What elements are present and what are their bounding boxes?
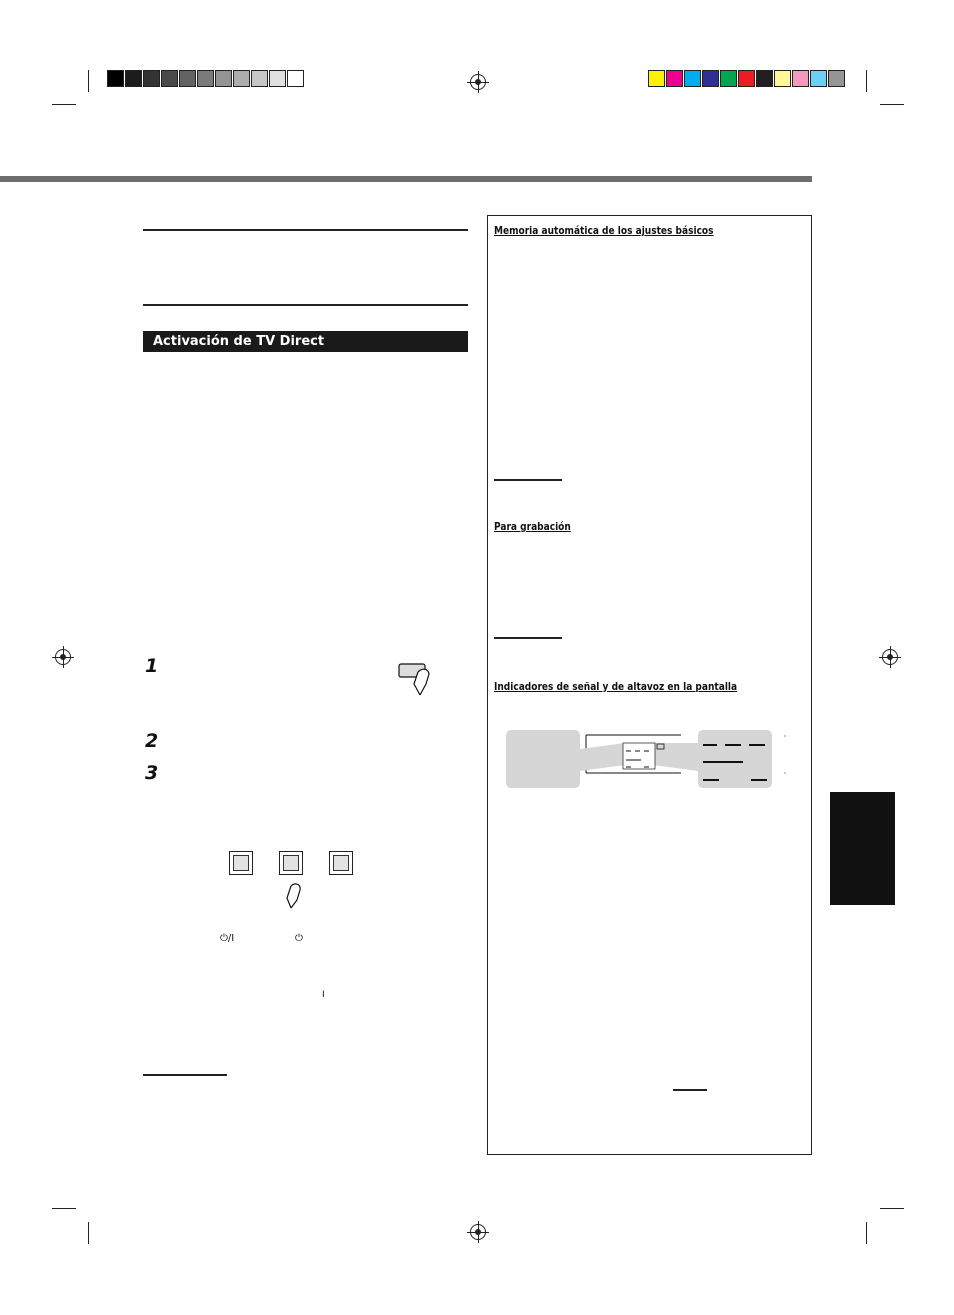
crop-mark: [52, 104, 76, 105]
finger-press-icon: [283, 882, 307, 910]
note-rule: [143, 1074, 227, 1076]
gray-swatch: [197, 70, 214, 87]
key-button[interactable]: [279, 851, 303, 875]
registration-mark-icon: [882, 649, 898, 665]
color-swatch: [702, 70, 719, 87]
color-swatch: [774, 70, 791, 87]
section-heading: Activación de TV Direct: [143, 331, 468, 352]
color-swatch: [720, 70, 737, 87]
crop-mark: [866, 1222, 867, 1244]
subheading-indicators: Indicadores de señal y de altavoz en la pantalla: [494, 681, 738, 693]
gray-swatch: [215, 70, 232, 87]
gray-swatch: [107, 70, 124, 87]
note-rule: [494, 637, 562, 639]
header-rule: [0, 176, 812, 182]
crop-mark: [52, 1208, 76, 1209]
subheading-memory: Memoria automática de los ajustes básicos: [494, 225, 714, 237]
color-swatch: [810, 70, 827, 87]
crop-mark: [880, 104, 904, 105]
crop-mark: [866, 70, 867, 92]
gray-swatch: [287, 70, 304, 87]
display-illustration: [505, 729, 795, 791]
press-button-icon: [396, 662, 438, 698]
step-number: 1: [145, 655, 159, 677]
standby-icon: ⏻: [295, 933, 303, 944]
color-swatch: [648, 70, 665, 87]
key-button[interactable]: [329, 851, 353, 875]
registration-mark-icon: [470, 74, 486, 90]
gray-swatch: [179, 70, 196, 87]
gray-swatch: [125, 70, 142, 87]
gray-swatch: [161, 70, 178, 87]
color-swatch: [738, 70, 755, 87]
step-number: 2: [145, 730, 159, 752]
gray-swatch: [251, 70, 268, 87]
color-swatch: [666, 70, 683, 87]
color-swatch: [792, 70, 809, 87]
color-swatch: [828, 70, 845, 87]
crop-mark: [880, 1208, 904, 1209]
registration-mark-icon: [55, 649, 71, 665]
crop-mark: [88, 70, 89, 92]
crop-mark: [88, 1222, 89, 1244]
indicator-mark: I: [322, 990, 325, 1000]
gray-swatch: [143, 70, 160, 87]
section-rule-bottom: [143, 304, 468, 306]
color-swatch: [756, 70, 773, 87]
color-swatch: [684, 70, 701, 87]
emphasis-rule: [673, 1089, 707, 1091]
key-button[interactable]: [229, 851, 253, 875]
gray-swatch: [233, 70, 250, 87]
registration-mark-icon: [470, 1224, 486, 1240]
gray-swatch: [269, 70, 286, 87]
step-number: 3: [145, 762, 159, 784]
language-side-tab: [830, 792, 895, 905]
section-rule-top: [143, 229, 468, 231]
standby-on-icon: ⏻/I: [220, 933, 235, 944]
subheading-recording: Para grabación: [494, 521, 571, 533]
note-rule: [494, 479, 562, 481]
